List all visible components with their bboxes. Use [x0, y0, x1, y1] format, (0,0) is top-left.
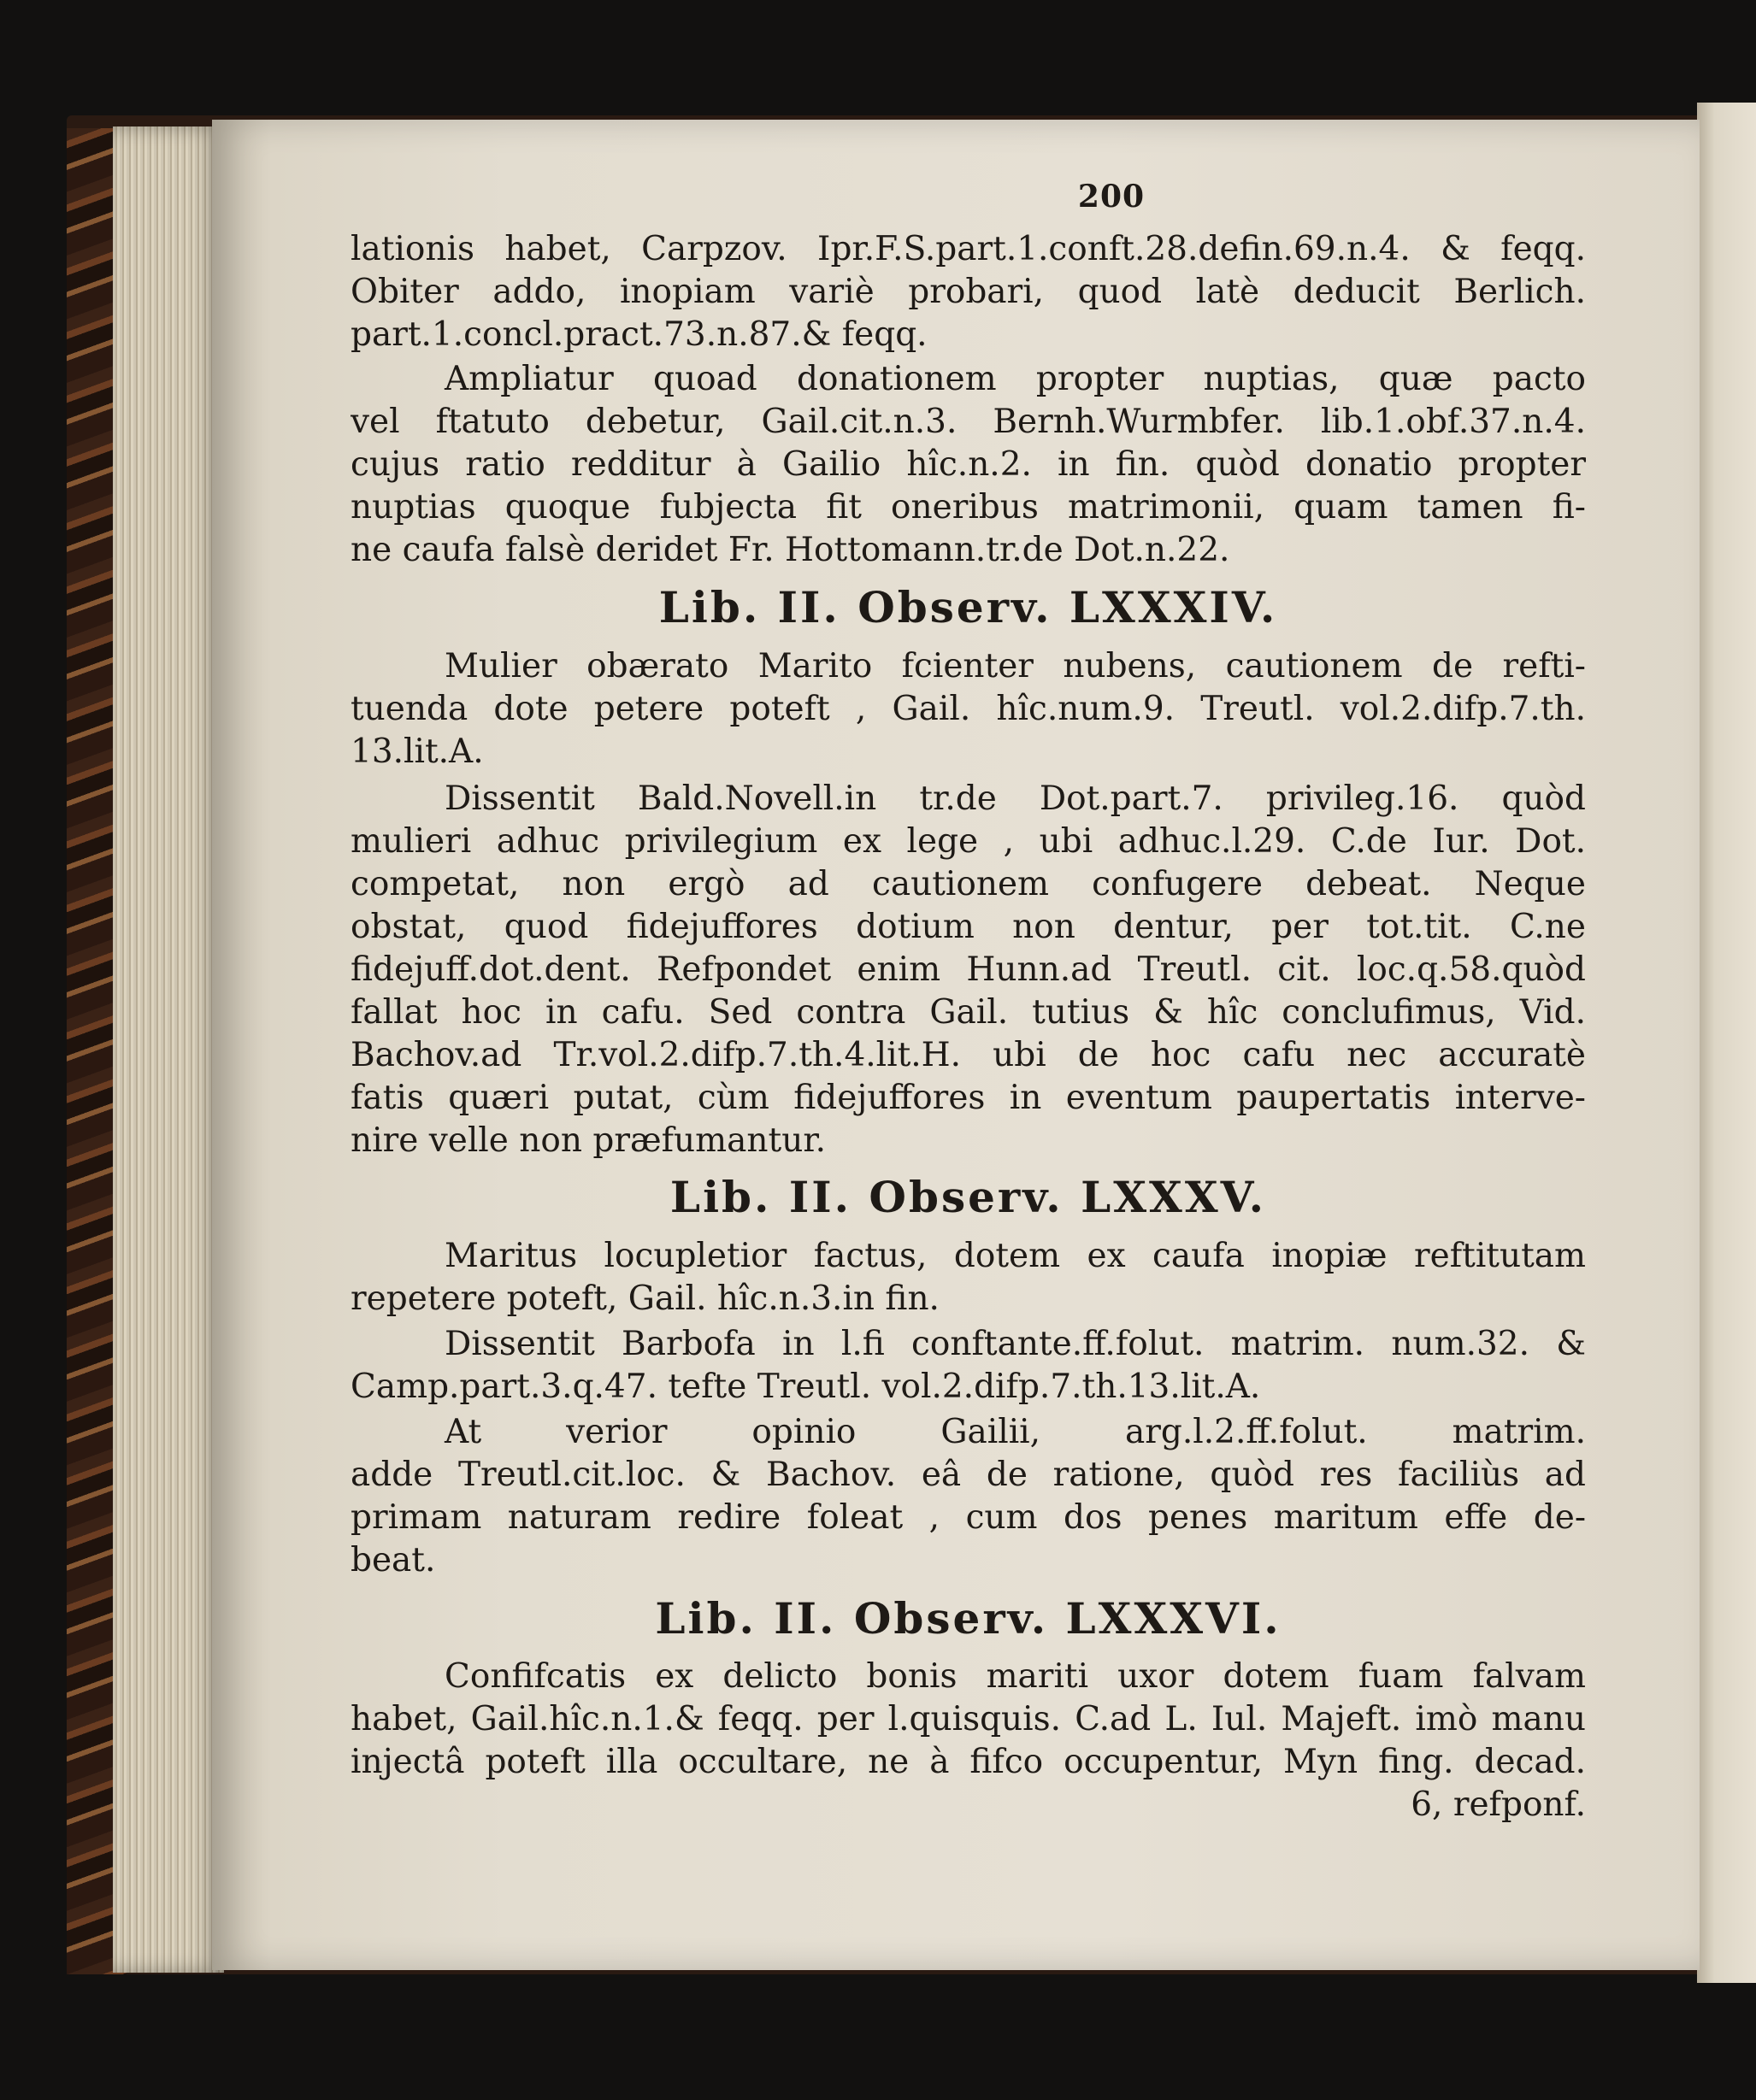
text-line: 6, refponf.	[1411, 1785, 1586, 1824]
text-line: injectâ poteft illa occultare, ne à fifco occupentur, Myn fing. decad.	[351, 1743, 1586, 1781]
text-line: At verior opinio Gailii, arg.l.2.ff.folut. matrim.	[445, 1413, 1586, 1451]
text-line: part.1.concl.pract.73.n.87.& feqq.	[351, 315, 928, 354]
text-line: mulieri adhuc privilegium ex lege , ubi adhuc.l.29. C.de Iur. Dot.	[351, 822, 1586, 861]
text-line: tuenda dote petere poteft , Gail. hîc.num.9. Treutl. vol.2.difp.7.th.	[351, 690, 1586, 728]
text-line: cujus ratio redditur à Gailio hîc.n.2. in fin. quòd donatio propter	[351, 445, 1586, 484]
text-line: Mulier obærato Marito fcienter nubens, cautionem de refti-	[445, 647, 1586, 685]
text-line: Maritus locupletior factus, dotem ex caufa inopiæ reftitutam	[445, 1237, 1586, 1275]
facing-page-edge	[1697, 103, 1756, 1983]
text-line: Bachov.ad Tr.vol.2.difp.7.th.4.lit.H. ubi de hoc cafu nec accuratè	[351, 1036, 1586, 1074]
text-line: nuptias quoque fubjecta fit oneribus matrimonii, quam tamen fi-	[351, 488, 1586, 526]
text-line: Ampliatur quoad donationem propter nuptias, quæ pacto	[445, 360, 1586, 398]
observation-heading: Lib. II. Observ. LXXXIV.	[658, 582, 1278, 632]
text-line: vel ftatuto debetur, Gail.cit.n.3. Bernh.Wurmbfer. lib.1.obf.37.n.4.	[351, 403, 1586, 441]
text-line: fatis quæri putat, cùm fidejuffores in eventum paupertatis interve-	[351, 1079, 1586, 1117]
text-line: competat, non ergò ad cautionem confugere debeat. Neque	[351, 865, 1586, 903]
text-line: beat.	[351, 1541, 436, 1579]
text-line: nire velle non præfumantur.	[351, 1121, 827, 1160]
observation-heading: Lib. II. Observ. LXXXV.	[669, 1172, 1267, 1222]
text-line: fallat hoc in cafu. Sed contra Gail. tutius & hîc conclufimus, Vid.	[351, 993, 1586, 1032]
text-line: fidejuff.dot.dent. Refpondet enim Hunn.ad Treutl. cit. loc.q.58.quòd	[351, 950, 1586, 989]
page-number: 200	[1077, 179, 1146, 215]
text-line: Dissentit Barbofa in l.fi conftante.ff.folut. matrim. num.32. &	[445, 1325, 1586, 1363]
text-line: primam naturam redire foleat , cum dos penes maritum effe de-	[351, 1498, 1586, 1537]
text-line: Obiter addo, inopiam variè probari, quod latè deducit Berlich.	[351, 273, 1586, 311]
page-stack-edge	[113, 126, 224, 1973]
observation-heading: Lib. II. Observ. LXXXVI.	[655, 1593, 1282, 1644]
text-line: Camp.part.3.q.47. tefte Treutl. vol.2.difp.7.th.13.lit.A.	[351, 1368, 1261, 1406]
text-line: obstat, quod fidejuffores dotium non dentur, per tot.tit. C.ne	[351, 908, 1586, 946]
page-text-block	[351, 167, 1590, 1876]
text-line: adde Treutl.cit.loc. & Bachov. eâ de ratione, quòd res faciliùs ad	[351, 1456, 1586, 1494]
text-line: habet, Gail.hîc.n.1.& feqq. per l.quisquis. C.ad L. Iul. Majeft. imò manu	[351, 1700, 1586, 1738]
text-line: repetere poteft, Gail. hîc.n.3.in fin.	[351, 1279, 940, 1318]
text-line: lationis habet, Carpzov. Ipr.F.S.part.1.conft.28.defin.69.n.4. & feqq.	[351, 230, 1586, 268]
text-line: 13.lit.A.	[351, 732, 484, 771]
text-line: Dissentit Bald.Novell.in tr.de Dot.part.7. privileg.16. quòd	[445, 779, 1586, 818]
text-line: ne caufa falsè deridet Fr. Hottomann.tr.de Dot.n.22.	[351, 531, 1230, 569]
text-line: Confifcatis ex delicto bonis mariti uxor dotem fuam falvam	[445, 1657, 1586, 1696]
